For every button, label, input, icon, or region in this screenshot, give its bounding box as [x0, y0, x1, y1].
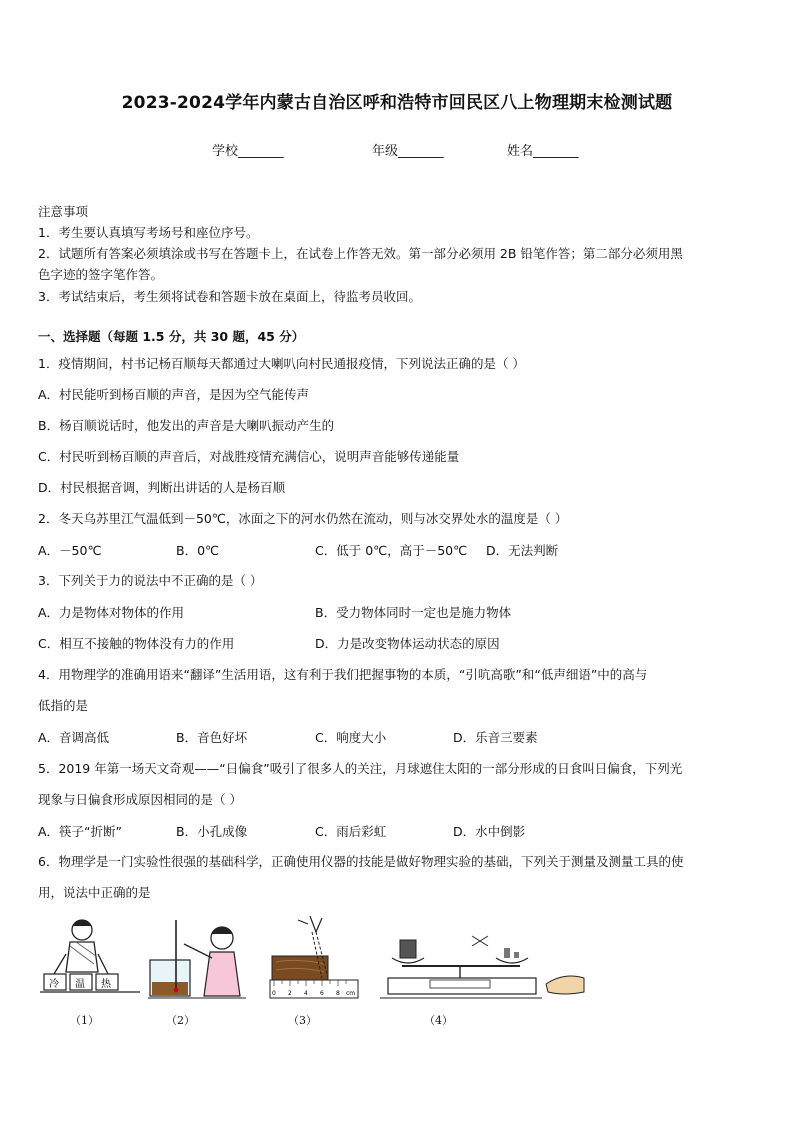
ruler-tick: 0: [272, 990, 276, 997]
ruler-tick: 4: [304, 990, 308, 997]
basin-label-warm: 温: [75, 979, 85, 990]
option-d[interactable]: D．力是改变物体运动状态的原因: [315, 636, 500, 651]
basin-label-hot: 热: [101, 979, 111, 990]
option-c[interactable]: C．雨后彩虹: [315, 824, 387, 839]
question-stem-cont: 低指的是: [38, 698, 89, 713]
question-stem: 6．物理学是一门实验性很强的基础科学，正确使用仪器的技能是做好物理实验的基础，下列关于测量及测量工具的使: [38, 854, 684, 869]
grade-field[interactable]: 年级_______: [372, 144, 444, 159]
ruler-unit: cm: [346, 990, 356, 997]
question-stem: 1．疫情期间，村书记杨百顺每天都通过大喇叭向村民通报疫情，下列说法正确的是（ ）: [38, 356, 525, 371]
school-field[interactable]: 学校_______: [212, 144, 284, 159]
option-b[interactable]: B．杨百顺说话时，他发出的声音是大喇叭振动产生的: [38, 418, 335, 433]
option-b[interactable]: B．小孔成像: [176, 824, 248, 839]
option-d[interactable]: D．村民根据音调，判断出讲话的人是杨百顺: [38, 480, 286, 495]
option-d[interactable]: D．无法判断: [486, 543, 559, 558]
option-c[interactable]: C．响度大小: [315, 730, 387, 745]
option-a[interactable]: A．－50℃: [38, 543, 102, 558]
notice-item: 2．试题所有答案必须填涂或书写在答题卡上，在试卷上作答无效。第一部分必须用 2B 铅笔作答；第二部分必须用黑: [38, 246, 683, 261]
option-b[interactable]: B．0℃: [176, 543, 220, 558]
basin-label-cold: 冷: [49, 979, 59, 990]
ruler-tick: 8: [336, 990, 340, 997]
option-a[interactable]: A．力是物体对物体的作用: [38, 605, 185, 620]
option-c[interactable]: C．村民听到杨百顺的声音后，对战胜疫情充满信心，说明声音能够传递能量: [38, 449, 460, 464]
notice-item: 3．考试结束后，考生须将试卷和答题卡放在桌面上，待监考员收回。: [38, 289, 421, 304]
figure-1-hand-in-water: [40, 920, 140, 992]
option-a[interactable]: A．筷子“折断”: [38, 824, 123, 839]
option-b[interactable]: B．音色好坏: [176, 730, 248, 745]
section-heading: 一、选择题（每题 1.5 分，共 30 题，45 分）: [38, 329, 305, 344]
question-stem-cont: 现象与日偏食形成原因相同的是（ ）: [38, 792, 242, 807]
option-b[interactable]: B．受力物体同时一定也是施力物体: [315, 605, 512, 620]
figure-caption-2: （2）: [166, 1014, 195, 1027]
figure-4-balance-scale: [380, 936, 584, 998]
figure-caption-4: （4）: [424, 1014, 453, 1027]
option-c[interactable]: C．低于 0℃，高于－50℃: [315, 543, 468, 558]
option-a[interactable]: A．音调高低: [38, 730, 110, 745]
option-d[interactable]: D．乐音三要素: [453, 730, 538, 745]
question-stem: 3．下列关于力的说法中不正确的是（ ）: [38, 573, 263, 588]
figure-2-thermometer-beaker: [148, 920, 246, 998]
notice-item: 色字迹的签字笔作答。: [38, 267, 164, 282]
option-c[interactable]: C．相互不接触的物体没有力的作用: [38, 636, 235, 651]
q6-figures: [36, 912, 756, 1032]
notice-heading: 注意事项: [38, 204, 89, 219]
option-a[interactable]: A．村民能听到杨百顺的声音，是因为空气能传声: [38, 387, 310, 402]
figure-3-block-on-ruler: [270, 916, 358, 998]
question-stem: 4．用物理学的准确用语来“翻译”生活用语，这有利于我们把握事物的本质，“引吭高歌”和“低声细语”中的高与: [38, 667, 648, 682]
figure-caption-3: （3）: [288, 1014, 317, 1027]
page-title: 2023-2024学年内蒙古自治区呼和浩特市回民区八上物理期末检测试题: [121, 93, 673, 113]
option-d[interactable]: D．水中倒影: [453, 824, 526, 839]
name-field[interactable]: 姓名_______: [507, 144, 579, 159]
notice-item: 1．考生要认真填写考场号和座位序号。: [38, 225, 259, 240]
ruler-tick: 6: [320, 990, 324, 997]
ruler-tick: 2: [288, 990, 292, 997]
question-stem: 2．冬天乌苏里江气温低到－50℃，冰面之下的河水仍然在流动，则与冰交界处水的温度是（ ）: [38, 511, 568, 526]
question-stem: 5．2019 年第一场天文奇观——“日偏食”吸引了很多人的关注，月球遮住太阳的一部分形成的日食叫日偏食，下列光: [38, 761, 683, 776]
question-stem-cont: 用，说法中正确的是: [38, 885, 151, 900]
figure-caption-1: （1）: [70, 1014, 99, 1027]
q6-illustration: [36, 912, 756, 1012]
